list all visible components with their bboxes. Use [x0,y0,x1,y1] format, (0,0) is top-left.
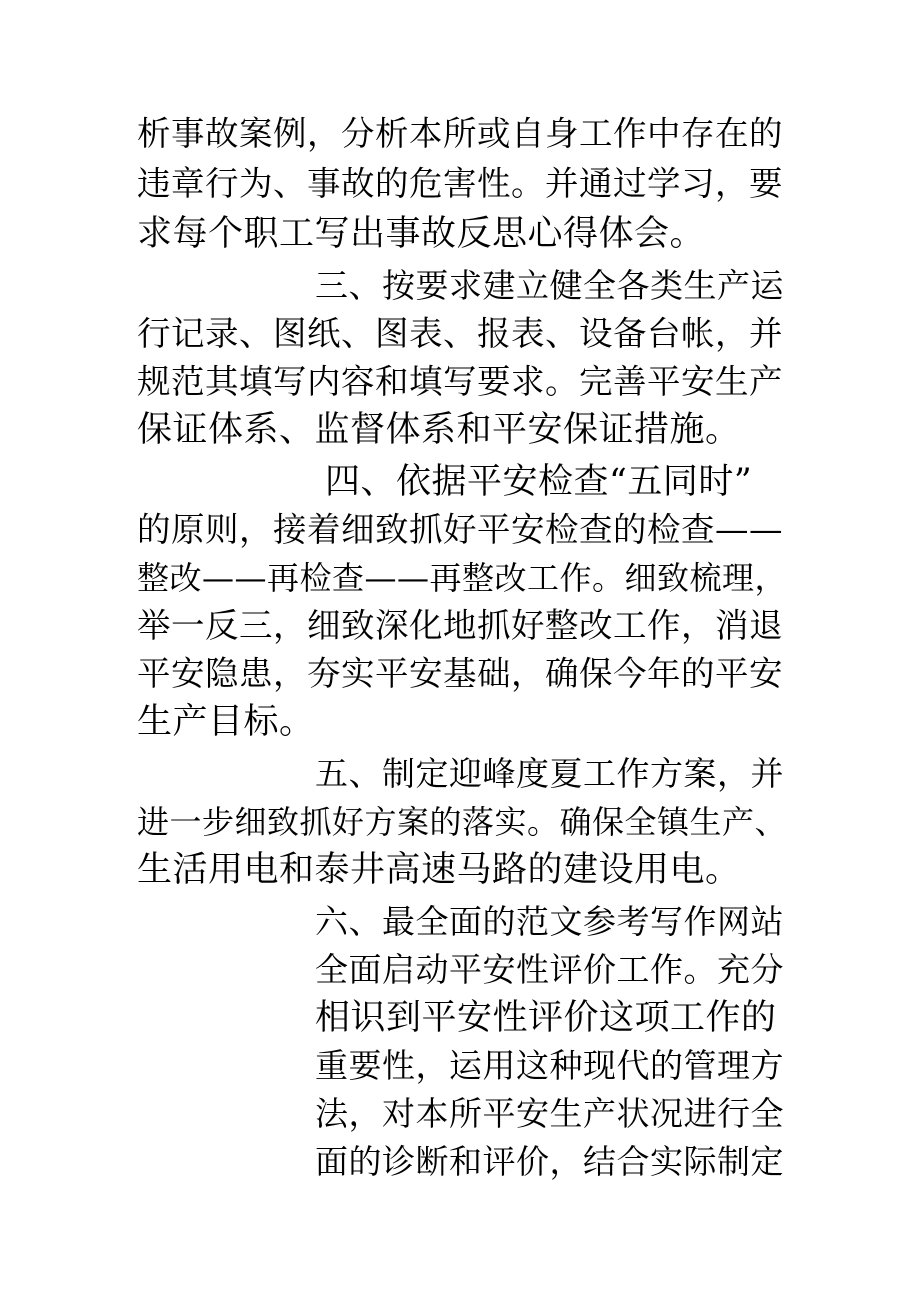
text-line: 三、按要求建立健全各类生产运 [315,266,784,305]
text-line: 五、制定迎峰度夏工作方案，并 [315,754,784,793]
text-line: 面的诊断和评价，结合实际制定 [315,1142,784,1181]
text-line: 进一步细致抓好方案的落实。确保全镇生产、 [137,803,788,841]
text-line: 的原则，接着细致抓好平安检查的检查—— [137,510,783,549]
text-line: 平安隐患，夯实平安基础，确保今年的平安 [137,654,783,693]
text-line: 析事故案例，分析本所或自身工作中存在的 [137,114,783,153]
text-line: 举一反三，细致深化地抓好整改工作，消退 [137,606,783,645]
text-line: 生产目标。 [137,702,315,742]
text-line: 求每个职工写出事故反思心得体会。 [137,214,706,254]
text-line: 全面启动平安性评价工作。充分 [315,950,784,989]
text-line: 相识到平安性评价这项工作的 [315,998,777,1038]
text-line: 六、最全面的范文参考写作网站 [315,902,784,941]
text-line: 法，对本所平安生产状况进行全 [315,1094,784,1133]
text-line: 重要性，运用这种现代的管理方 [315,1046,784,1085]
text-line: 违章行为、事故的危害性。并通过学习，要 [137,164,783,203]
text-line: 整改——再检查——再整改工作。细致梳理， [137,559,788,597]
text-line: 生活用电和泰井高速马路的建设用电。 [137,850,741,890]
text-line: 四、依据平安检查“五同时” [325,462,753,502]
text-line: 行记录、图纸、图表、报表、设备台帐，并 [137,314,783,353]
text-line: 保证体系、监督体系和平安保证措施。 [137,410,741,450]
text-line: 规范其填写内容和填写要求。完善平安生产 [137,362,783,401]
